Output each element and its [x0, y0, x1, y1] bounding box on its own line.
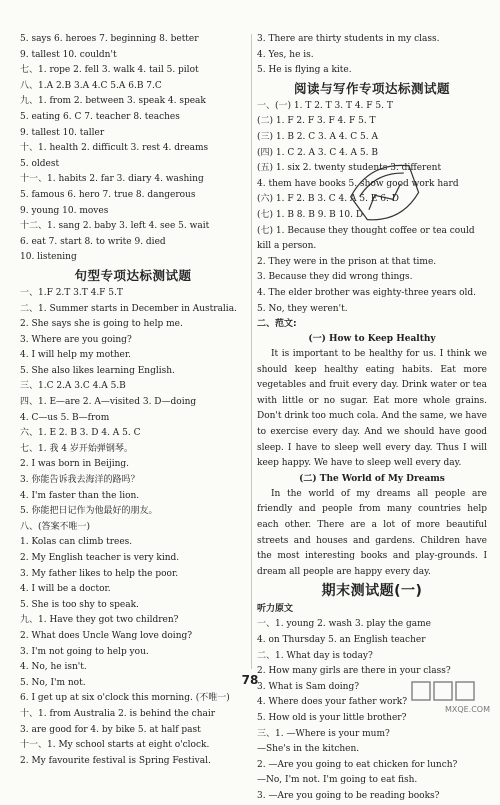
answer-line: 2. —Are you going to eat chicken for lunch?	[257, 759, 458, 770]
answer-line: 九、1. from 2. between 3. speak 4. speak	[20, 96, 206, 107]
answer-line: 5. oldest	[20, 158, 60, 169]
answer-line: kill a person.	[257, 241, 317, 252]
page-number: 78	[241, 673, 259, 687]
answer-line: (六) 1. F 2. B 3. C 4. A 5. E 6. D	[257, 194, 399, 205]
answer-line: 6. I get up at six o'clock this morning. (不唯一)	[20, 693, 230, 704]
answer-line: 十、1. from Australia 2. is behind the chair	[20, 708, 216, 719]
answer-line: 3. I'm not going to help you.	[20, 646, 149, 657]
answer-line: 一、1. young 2. wash 3. play the game	[257, 619, 431, 630]
answer-line: 5. How old is your little brother?	[257, 712, 407, 723]
answer-line: 六、1. E 2. B 3. D 4. A 5. C	[20, 428, 141, 439]
answer-line: 4. Yes, he is.	[257, 49, 314, 60]
answer-line: 5. No, I'm not.	[20, 677, 86, 688]
answer-line: 十一、1. My school starts at eight o'clock.	[20, 740, 210, 751]
answer-line: 2. What does Uncle Wang love doing?	[20, 630, 193, 641]
answer-line: 十二、1. sang 2. baby 3. left 4. see 5. wait	[20, 221, 210, 232]
answer-line: (三) 1. B 2. C 3. A 4. C 5. A	[257, 131, 378, 142]
section-heading: 句型专项达标测试题	[74, 267, 192, 283]
essay-title: (二) The World of My Dreams	[299, 473, 445, 484]
answer-line: 2. My English teacher is very kind.	[20, 553, 180, 563]
answer-line: 3. Because they did wrong things.	[257, 272, 413, 283]
answer-line: 3. What is Sam doing?	[257, 681, 360, 692]
watermark-text: MXQE.COM	[444, 705, 490, 714]
answer-line: 2. They were in the prison at that time.	[257, 256, 437, 267]
answer-line: 5. She also likes learning English.	[20, 365, 175, 376]
answer-line: 10. listening	[20, 252, 77, 263]
essay-title: (一) How to Keep Healthy	[308, 334, 436, 345]
section-heading: 期末测试题(一)	[321, 583, 423, 600]
answer-line: (五) 1. six 2. twenty students 3. different	[257, 163, 442, 174]
answer-line: 3. My father likes to help the poor.	[20, 568, 179, 579]
answer-line: 八、1.A 2.B 3.A 4.C 5.A 6.B 7.C	[20, 80, 162, 91]
left-column	[20, 32, 246, 769]
answer-line: 6. eat 7. start 8. to write 9. died	[20, 236, 166, 247]
answer-line: 4. I'm faster than the lion.	[20, 490, 140, 501]
answer-line: 5. No, they weren't.	[257, 303, 348, 314]
answer-line: 5. He is flying a kite.	[257, 65, 352, 76]
essay-paragraph: It is important to be healthy for us. I think we should keep healthy eating habits. Eat more vegetables and fruit every day. Drink water or tea with little or no sugar. Eat more whole grains. Don't drink too much cola. And the same, we have to exercise every day. And we should have good sleep. I have to sleep well every day. Thus I will keep happy. We have to sleep well every day.	[257, 349, 487, 469]
column-divider	[251, 34, 252, 669]
answer-line: 八、(答案不唯一)	[20, 521, 91, 532]
answer-line: 4. The elder brother was eighty-three years old.	[257, 287, 477, 298]
answer-line: 5. says 6. heroes 7. beginning 8. better	[20, 34, 199, 44]
answer-line: 4. on Thursday 5. an English teacher	[257, 635, 426, 645]
answer-line: —No, I'm not. I'm going to eat fish.	[257, 775, 418, 786]
answer-line: (七) 1. B 8. B 9. B 10. D	[257, 209, 364, 220]
answer-line: 二、1. Summer starts in December in Australia.	[20, 303, 237, 314]
answer-line: 5. eating 6. C 7. teacher 8. teaches	[20, 111, 180, 122]
answer-line: 三、1.C 2.A 3.C 4.A 5.B	[20, 381, 126, 392]
answer-line: 3. —Are you going to be reading books?	[257, 790, 440, 801]
answer-line: 四、1. E—are 2. A—visited 3. D—doing	[20, 397, 197, 408]
essay-paragraph: In the world of my dreams all people are friendly and people from many countries help each other. There are a lot of more beautiful streets and houses and gardens. Children have the most interesting books and play-grounds. I dream all people are happy every day.	[257, 488, 487, 577]
answer-line: 1. Kolas can climb trees.	[20, 537, 133, 548]
seal-stamp-icon	[344, 150, 426, 232]
answer-line: 2. She says she is going to help me.	[20, 319, 183, 330]
answer-line: 七、1. 我 4 岁开始弹钢琴。	[20, 443, 133, 454]
answer-line: (七) 1. Because they thought coffee or tea could	[257, 225, 475, 236]
answer-line: 十、1. health 2. difficult 3. rest 4. dreams	[20, 143, 209, 154]
answer-line: 4. I will be a doctor.	[20, 584, 111, 595]
answer-line: 5. 你能把日记作为他最好的朋友。	[20, 506, 158, 517]
answer-line: 九、1. Have they got two children?	[20, 615, 179, 626]
answer-line: 3. 你能告诉我去海洋的路吗？	[20, 475, 140, 486]
answer-line: 一、(一) 1. T 2. T 3. T 4. F 5. T	[257, 100, 393, 111]
answer-line: 3. are good for 4. by bike 5. at half past	[20, 724, 201, 735]
answer-line: 9. tallest 10. couldn't	[20, 49, 117, 60]
answer-line: 七、1. rope 2. fell 3. walk 4. tail 5. pilot	[20, 65, 199, 76]
answer-line: 9. young 10. moves	[20, 205, 109, 216]
answer-line: 3. There are thirty students in my class.	[257, 34, 440, 44]
answer-line: 3. Where are you going?	[20, 334, 132, 345]
answer-line: —She's in the kitchen.	[257, 744, 360, 755]
answer-line: 2. How many girls are there in your class?	[257, 666, 451, 677]
answer-line: 2. I was born in Beijing.	[20, 459, 129, 470]
answer-line: 4. I will help my mother.	[20, 350, 132, 361]
answer-line: 三、1. —Where is your mum?	[257, 728, 390, 739]
answer-line: 二、1. What day is today?	[257, 650, 373, 661]
answer-line: 2. My favourite festival is Spring Festival.	[20, 755, 211, 766]
answer-line: (二) 1. F 2. F 3. F 4. F 5. T	[257, 116, 376, 127]
answer-line: 4. them have books 5. show good work hard	[257, 178, 459, 189]
section-label: 听力原文	[257, 604, 294, 615]
answer-line: 9. tallest 10. taller	[20, 127, 105, 138]
answer-line: (四) 1. C 2. A 3. C 4. A 5. B	[257, 147, 378, 158]
answer-line: 4. No, he isn't.	[20, 662, 87, 673]
section-label: 二、范文:	[257, 319, 297, 330]
answer-line: 4. C—us 5. B—from	[20, 412, 110, 423]
answer-line: 4. Where does your father work?	[257, 697, 408, 708]
section-heading: 阅读与写作专项达标测试题	[293, 80, 450, 96]
answer-line: 5. She is too shy to speak.	[20, 599, 139, 610]
answer-line: 一、1.F 2.T 3.T 4.F 5.T	[20, 287, 123, 298]
answer-line: 5. famous 6. hero 7. true 8. dangerous	[20, 189, 196, 200]
answer-line: 十一、1. habits 2. far 3. diary 4. washing	[20, 174, 204, 185]
